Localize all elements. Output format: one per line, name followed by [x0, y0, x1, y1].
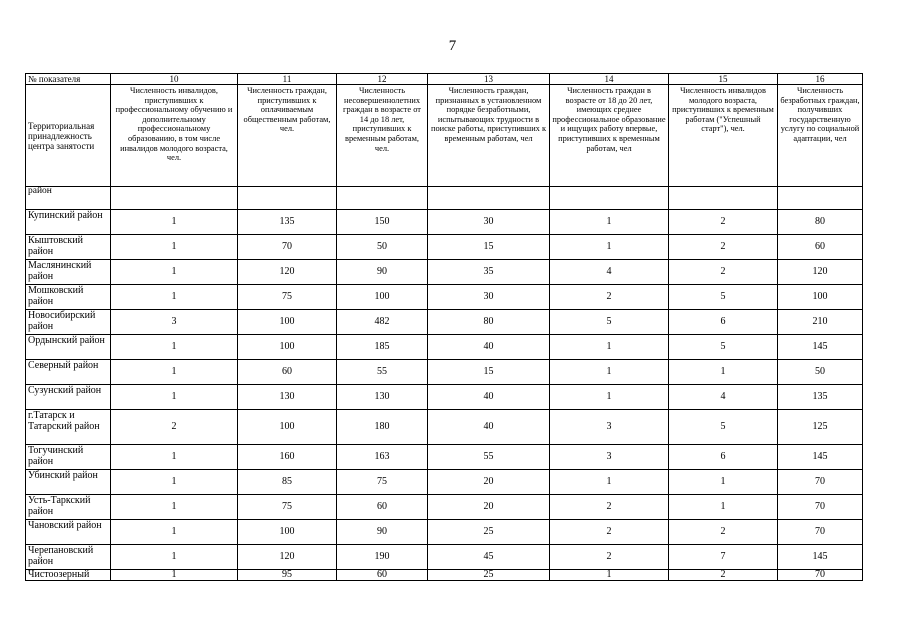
value-cell: 60	[337, 570, 428, 581]
value-cell: 5	[550, 310, 669, 335]
empty-cell	[337, 187, 428, 210]
value-cell: 5	[669, 285, 778, 310]
value-cell: 1	[111, 570, 238, 581]
district-name-cell: Купинский район	[26, 210, 111, 235]
district-name-cell: Сузунский район	[26, 385, 111, 410]
value-cell: 7	[669, 545, 778, 570]
value-cell: 160	[238, 445, 337, 470]
value-cell: 145	[778, 335, 863, 360]
empty-cell	[550, 187, 669, 210]
value-cell: 3	[111, 310, 238, 335]
value-cell: 30	[428, 210, 550, 235]
value-cell: 70	[778, 495, 863, 520]
value-cell: 50	[337, 235, 428, 260]
value-cell: 1	[669, 470, 778, 495]
value-cell: 55	[337, 360, 428, 385]
value-cell: 6	[669, 445, 778, 470]
column-number-cell: 16	[778, 74, 863, 85]
value-cell: 1	[111, 520, 238, 545]
table-row	[26, 210, 863, 235]
value-cell: 135	[778, 385, 863, 410]
district-name-cell: Тогучинский район	[26, 445, 111, 470]
value-cell: 55	[428, 445, 550, 470]
value-cell: 70	[238, 235, 337, 260]
value-cell: 100	[238, 520, 337, 545]
value-cell: 75	[238, 285, 337, 310]
value-cell: 2	[550, 495, 669, 520]
value-cell: 185	[337, 335, 428, 360]
empty-cell	[238, 187, 337, 210]
column-number-cell: 10	[111, 74, 238, 85]
empty-cell	[428, 187, 550, 210]
column-header: Территориальная принадлежность центра занятости	[26, 85, 111, 187]
value-cell: 190	[337, 545, 428, 570]
value-cell: 80	[778, 210, 863, 235]
table-row	[26, 260, 863, 285]
value-cell: 2	[550, 520, 669, 545]
district-name-cell: Новосибирский район	[26, 310, 111, 335]
district-name-cell: Чистоозерный	[26, 570, 111, 581]
value-cell: 1	[111, 360, 238, 385]
value-cell: 1	[111, 335, 238, 360]
column-number-cell: 11	[238, 74, 337, 85]
value-cell: 70	[778, 470, 863, 495]
value-cell: 80	[428, 310, 550, 335]
value-cell: 20	[428, 495, 550, 520]
value-cell: 100	[238, 310, 337, 335]
value-cell: 120	[778, 260, 863, 285]
column-header: Численность инвалидов молодого возраста, приступивших к временным работам ("Успешный старт"), чел.	[669, 85, 778, 187]
table-row	[26, 285, 863, 310]
value-cell: 2	[550, 545, 669, 570]
table-row	[26, 335, 863, 360]
value-cell: 150	[337, 210, 428, 235]
value-cell: 2	[669, 520, 778, 545]
column-number-cell: № показателя	[26, 74, 111, 85]
value-cell: 1	[669, 495, 778, 520]
value-cell: 2	[111, 410, 238, 445]
district-name-cell: Чановский район	[26, 520, 111, 545]
table-row	[26, 410, 863, 445]
district-name-cell: Убинский район	[26, 470, 111, 495]
value-cell: 5	[669, 335, 778, 360]
column-number-cell: 14	[550, 74, 669, 85]
value-cell: 40	[428, 335, 550, 360]
value-cell: 90	[337, 520, 428, 545]
value-cell: 2	[669, 210, 778, 235]
value-cell: 1	[550, 385, 669, 410]
value-cell: 1	[111, 285, 238, 310]
value-cell: 1	[550, 360, 669, 385]
header-row	[26, 85, 863, 187]
district-name-cell: Ордынский район	[26, 335, 111, 360]
continuation-row	[26, 187, 863, 210]
value-cell: 3	[550, 410, 669, 445]
statistics-table	[25, 73, 863, 581]
page-number: 7	[448, 38, 457, 54]
district-name-cell: Северный район	[26, 360, 111, 385]
value-cell: 1	[111, 260, 238, 285]
table-row	[26, 445, 863, 470]
value-cell: 1	[550, 235, 669, 260]
table-row	[26, 570, 863, 581]
value-cell: 100	[238, 335, 337, 360]
value-cell: 2	[550, 285, 669, 310]
column-header: Численность граждан, приступивших к оплачиваемым общественным работам, чел.	[238, 85, 337, 187]
value-cell: 2	[669, 570, 778, 581]
value-cell: 70	[778, 570, 863, 581]
value-cell: 20	[428, 470, 550, 495]
column-header: Численность безработных граждан, получивших государственную услугу по социальной адаптации, чел	[778, 85, 863, 187]
column-header: Численность граждан, признанных в установленном порядке безработными, испытывающих трудности в поиске работы, приступивших к временным работам, чел	[428, 85, 550, 187]
value-cell: 100	[778, 285, 863, 310]
value-cell: 3	[550, 445, 669, 470]
value-cell: 100	[238, 410, 337, 445]
column-number-cell: 12	[337, 74, 428, 85]
value-cell: 120	[238, 545, 337, 570]
column-header: Численность несовершеннолетних граждан в возрасте от 14 до 18 лет, приступивших к временным работам, чел.	[337, 85, 428, 187]
value-cell: 163	[337, 445, 428, 470]
table-row	[26, 235, 863, 260]
value-cell: 4	[550, 260, 669, 285]
district-name-cell: Маслянинский район	[26, 260, 111, 285]
value-cell: 90	[337, 260, 428, 285]
value-cell: 100	[337, 285, 428, 310]
value-cell: 1	[550, 570, 669, 581]
value-cell: 75	[238, 495, 337, 520]
table-row	[26, 495, 863, 520]
district-name-cell: Усть-Таркский район	[26, 495, 111, 520]
table-row	[26, 470, 863, 495]
value-cell: 25	[428, 570, 550, 581]
district-name-cell: Кыштовский район	[26, 235, 111, 260]
column-header: Численность граждан в возрасте от 18 до 20 лет, имеющих среднее профессиональное образование и ищущих работу впервые, приступивших к временным работам, чел	[550, 85, 669, 187]
value-cell: 125	[778, 410, 863, 445]
column-number-row	[26, 74, 863, 85]
value-cell: 130	[238, 385, 337, 410]
value-cell: 1	[111, 495, 238, 520]
value-cell: 120	[238, 260, 337, 285]
district-name-cell: Черепановский район	[26, 545, 111, 570]
value-cell: 145	[778, 445, 863, 470]
table-row	[26, 520, 863, 545]
table-row	[26, 360, 863, 385]
value-cell: 60	[778, 235, 863, 260]
column-header: Численность инвалидов, приступивших к профессиональному обучению и дополнительному профессиональному образованию, в том числе инвалидов молодого возраста, чел.	[111, 85, 238, 187]
value-cell: 35	[428, 260, 550, 285]
empty-cell	[778, 187, 863, 210]
district-name-cell: Мошковский район	[26, 285, 111, 310]
table-row	[26, 545, 863, 570]
value-cell: 1	[111, 235, 238, 260]
value-cell: 25	[428, 520, 550, 545]
empty-cell	[111, 187, 238, 210]
value-cell: 5	[669, 410, 778, 445]
value-cell: 30	[428, 285, 550, 310]
column-number-cell: 15	[669, 74, 778, 85]
value-cell: 2	[669, 260, 778, 285]
value-cell: 1	[550, 335, 669, 360]
value-cell: 50	[778, 360, 863, 385]
value-cell: 60	[337, 495, 428, 520]
district-name-cell: г.Татарск и Татарский район	[26, 410, 111, 445]
value-cell: 180	[337, 410, 428, 445]
value-cell: 1	[111, 470, 238, 495]
value-cell: 45	[428, 545, 550, 570]
column-number-cell: 13	[428, 74, 550, 85]
value-cell: 1	[550, 470, 669, 495]
value-cell: 6	[669, 310, 778, 335]
value-cell: 1	[111, 545, 238, 570]
value-cell: 70	[778, 520, 863, 545]
value-cell: 60	[238, 360, 337, 385]
value-cell: 75	[337, 470, 428, 495]
table-row	[26, 385, 863, 410]
value-cell: 482	[337, 310, 428, 335]
value-cell: 15	[428, 235, 550, 260]
value-cell: 1	[669, 360, 778, 385]
value-cell: 40	[428, 385, 550, 410]
table-row	[26, 310, 863, 335]
value-cell: 95	[238, 570, 337, 581]
value-cell: 85	[238, 470, 337, 495]
empty-cell	[669, 187, 778, 210]
value-cell: 1	[550, 210, 669, 235]
value-cell: 15	[428, 360, 550, 385]
value-cell: 4	[669, 385, 778, 410]
continuation-label: район	[26, 187, 111, 210]
value-cell: 130	[337, 385, 428, 410]
value-cell: 1	[111, 385, 238, 410]
value-cell: 1	[111, 445, 238, 470]
value-cell: 40	[428, 410, 550, 445]
value-cell: 2	[669, 235, 778, 260]
value-cell: 210	[778, 310, 863, 335]
value-cell: 1	[111, 210, 238, 235]
value-cell: 145	[778, 545, 863, 570]
value-cell: 135	[238, 210, 337, 235]
